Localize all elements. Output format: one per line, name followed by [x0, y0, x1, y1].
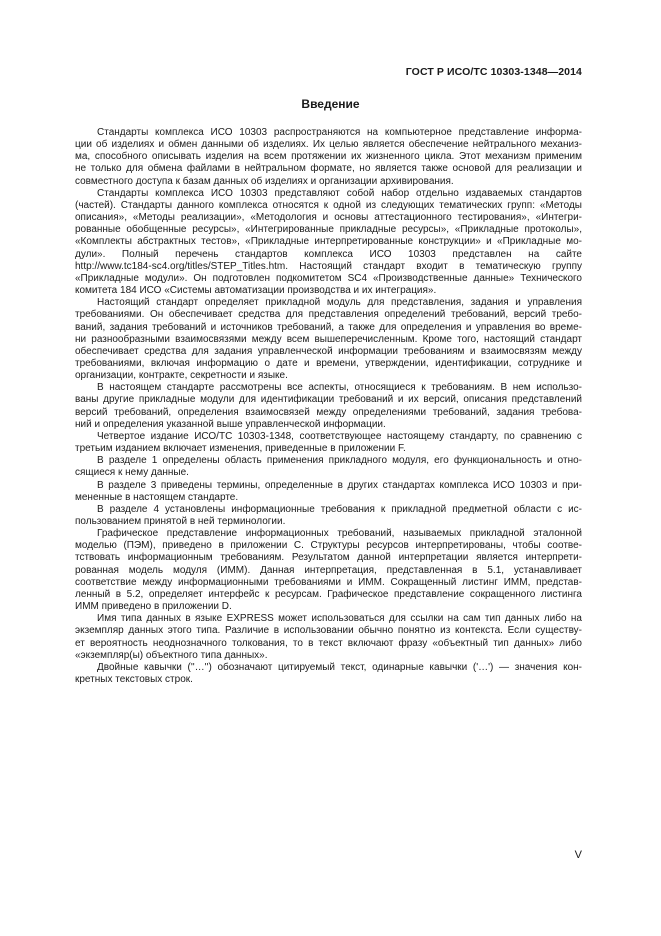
text-line: ваны другие прикладные модули для идентификации требований и их версий, описания представлений	[75, 394, 582, 406]
paragraph	[75, 127, 582, 188]
text-line: кретных текстовых строк.	[75, 674, 193, 686]
text-line: комитета 184 ИСО «Системы автоматизации производства и их интеграция».	[75, 285, 437, 297]
text-line: «Прикладные модули». Он подготовлен подкомитетом SC4 «Производственные данные» Технического	[75, 272, 582, 284]
text-line: не только для обмена файлами в нейтральном формате, но является также основой для реализации и	[75, 163, 582, 175]
text-line: дули». Полный перечень стандартов комплекса ИСО 10303 представлен на сайте	[75, 248, 582, 260]
text-line: http://www.tc184-sc4.org/titles/STEP_Titles.htm. Настоящий стандарт входит в тематическую группу	[75, 260, 582, 272]
text-line: тствовать информационным требованиям. Результатом данной интерпретации является интерпрети-	[75, 552, 582, 564]
paragraph	[75, 662, 582, 686]
text-line: мененные в настоящем стандарте.	[75, 491, 239, 503]
text-line: ни разнообразными взаимосвязями между всем вышеперечисленным. Кроме того, настоящий стандарт	[75, 333, 582, 345]
text-line: ИММ приведено в приложении D.	[75, 601, 232, 613]
text-line: Стандарты комплекса ИСО 10303 представляют собой набор отдельно издаваемых стандартов	[97, 187, 582, 199]
paragraph	[75, 528, 582, 613]
text-line: «Комплекты абстрактных тестов», «Прикладные интерпретированные конструкции» и «Прикладные мо-	[75, 236, 582, 248]
text-line: Стандарты комплекса ИСО 10303 распространяются на компьютерное представление информа-	[97, 127, 582, 138]
text-line: ваний, задания требований и источников требований, а также для определения и управления во време-	[75, 321, 582, 333]
text-line: рованные обобщенные ресурсы», «Интегрированные прикладные ресурсы», «Прикладные протоколы»,	[75, 224, 582, 236]
text-line: (частей). Стандарты данного комплекса относятся к одной из следующих тематических групп: «Методы	[75, 199, 582, 211]
paragraph	[75, 431, 582, 455]
text-line: Двойные кавычки (''…'') обозначают цитируемый текст, одинарные кавычки ('…') — значения кон-	[97, 661, 582, 673]
paragraph	[75, 297, 582, 382]
text-line: моделью (ПЭМ), приведено в приложении С. Структуры ресурсов интерпретированы, чтобы соотве-	[75, 540, 582, 552]
text-line: ний и определения указанной выше управленческой информации.	[75, 418, 386, 430]
body-text	[75, 127, 582, 686]
text-line: «экземпляр(ы) объектного типа данных».	[75, 649, 268, 661]
text-line: Имя типа данных в языке EXPRESS может использоваться для ссылки на сам тип данных либо на	[97, 613, 582, 625]
text-line: В настоящем стандарте рассмотрены все аспекты, относящиеся к требованиям. В нем использо-	[97, 382, 582, 394]
text-line: требованиями. Он обеспечивает средства для представления определений требований, версий требо-	[75, 309, 582, 321]
text-line: сящиеся к нему данные.	[75, 467, 189, 479]
text-line: обеспечивает средства для задания управленческой информации требованиям и взаимосвязям между	[75, 345, 582, 357]
paragraph	[75, 480, 582, 504]
text-line: пользованием принятой в ней терминологии.	[75, 516, 286, 527]
text-line: Настоящий стандарт определяет прикладной модуль для представления, задания и управления	[97, 297, 582, 309]
paragraph	[75, 188, 582, 297]
text-line: В разделе 1 определены область применения прикладного модуля, его функциональность и отно-	[97, 455, 582, 467]
text-line: ции об изделиях и обмен данными об изделиях. Их целью является обеспечение нейтрального механиз-	[75, 139, 582, 151]
paragraph	[75, 382, 582, 431]
text-line: третьим изданием включает изменения, приведенные в приложении F.	[75, 443, 406, 455]
text-line: Графическое представление информационных требований, называемых прикладной эталонной	[97, 528, 582, 540]
text-line: рованная модель модуля (ИММ). Данная интерпретация, представленная в 5.1, устанавливает	[75, 564, 582, 576]
paragraph	[75, 504, 582, 528]
text-line: ет вероятность неоднозначного толкования, то в текст включают фразу «объектный тип данных» либо	[75, 637, 582, 649]
text-line: описания», «Методы реализации», «Методология и основы аттестационного тестирования», «Интегри-	[75, 212, 582, 224]
paragraph	[75, 455, 582, 479]
page-number: V	[574, 849, 582, 861]
text-line: экземпляр данных этого типа. Различие в использовании обычно понятно из контекста. Если существу-	[75, 625, 582, 637]
text-line: ленный в 5.2, определяет интерфейс к ресурсам. Графическое представление сокращенного листинга	[75, 588, 582, 600]
section-title: Введение	[301, 97, 360, 111]
text-line: Четвертое издание ИСО/ТС 10303-1348, соответствующее настоящему стандарту, по сравнению с	[97, 430, 582, 442]
text-line: организации, контракте, секретности и языке.	[75, 370, 288, 382]
paragraph	[75, 613, 582, 662]
text-line: ма, способного описывать изделия на всем протяжении их жизненного цикла. Этот механизм применим	[75, 151, 582, 163]
standard-code-header: ГОСТ Р ИСО/ТС 10303-1348—2014	[405, 66, 582, 78]
text-line: соответствие между информационными требованиями и ИММ. Сокращенный листинг ИММ, представ-	[75, 576, 582, 588]
text-line: версий требований, определения взаимосвязей между определениями требований, задания требова-	[75, 406, 582, 418]
text-line: В разделе 4 установлены информационные требования к прикладной предметной области с ис-	[97, 503, 582, 515]
text-line: В разделе 3 приведены термины, определенные в других стандартах комплекса ИСО 10303 и при-	[97, 479, 582, 491]
text-line: требованиями, включая информацию о дате и времени, утверждении, идентификации, сотруднике и	[75, 357, 582, 369]
text-line: совместного доступа к базам данных об изделиях и организации архивирования.	[75, 175, 454, 187]
